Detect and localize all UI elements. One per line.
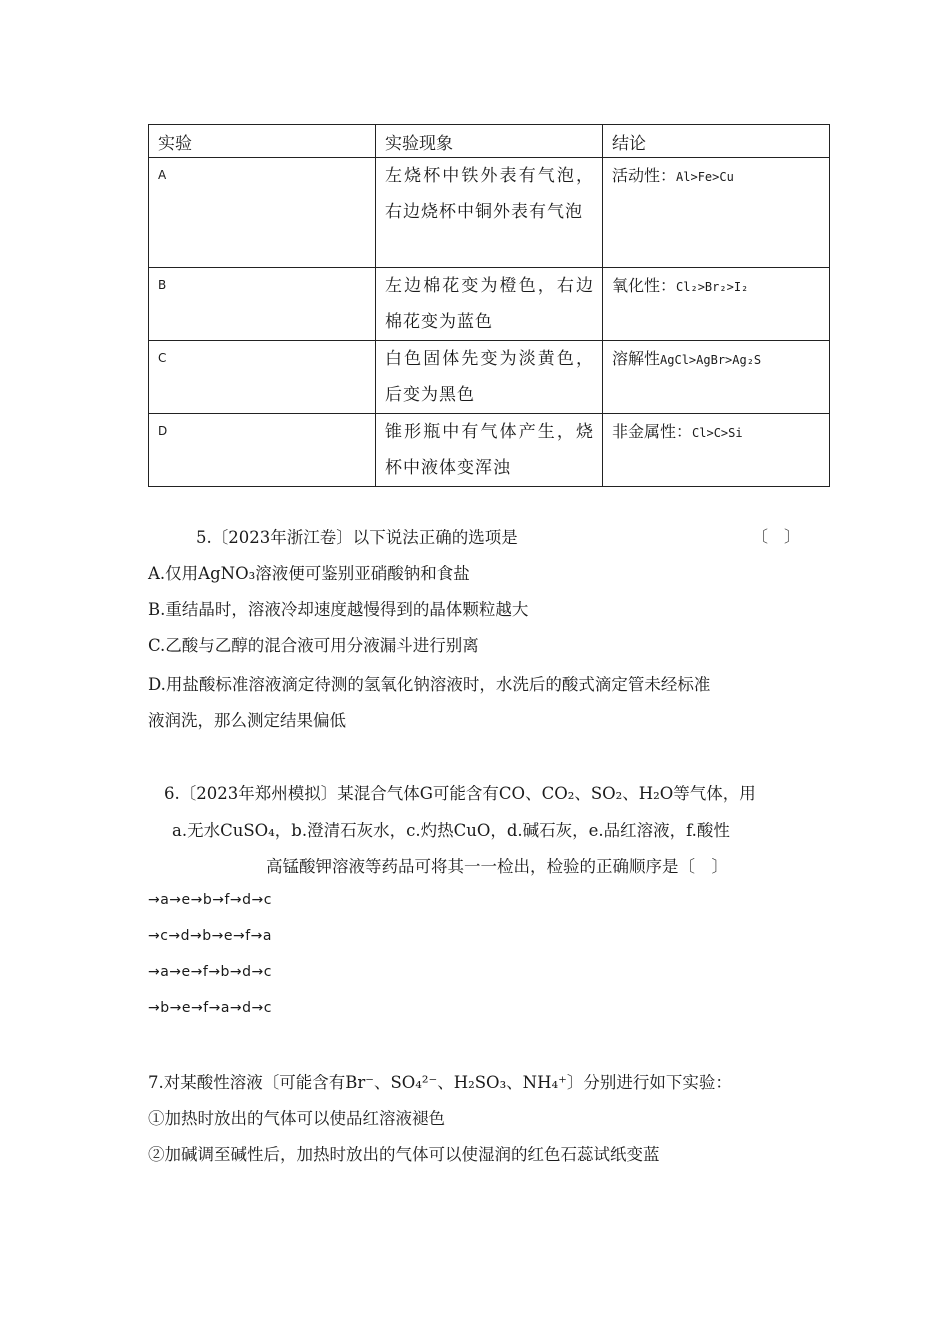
conclusion-formula: Cl>C>Si bbox=[692, 426, 743, 440]
row-conclusion bbox=[603, 268, 829, 305]
q5-option-d-cont: 液润洗，那么测定结果偏低 bbox=[148, 711, 346, 730]
q6-sequence-1: →a→e→b→f→d→c bbox=[148, 892, 272, 908]
q5-option-c: C.乙酸与乙醇的混合液可用分液漏斗进行别离 bbox=[148, 636, 479, 655]
conclusion-formula: Al>Fe>Cu bbox=[676, 170, 734, 184]
q6-sequence-2: →c→d→b→e→f→a bbox=[148, 928, 272, 944]
conclusion-formula: AgCl>AgBr>Ag₂S bbox=[660, 353, 762, 367]
q6-sequence-4: →b→e→f→a→d→c bbox=[148, 1000, 272, 1016]
q6-line2: a.无水CuSO₄，b.澄清石灰水，c.灼热CuO，d.碱石灰，e.品红溶液，f.酸性 bbox=[172, 821, 730, 840]
conclusion-prefix: 溶解性 bbox=[612, 349, 661, 368]
header-cell bbox=[376, 125, 603, 158]
row-conclusion bbox=[603, 158, 829, 195]
q6-sequence-3: →a→e→f→b→d→c bbox=[148, 964, 272, 980]
q7-item-1: ①加热时放出的气体可以使品红溶液褪色 bbox=[148, 1109, 445, 1128]
row-phenomenon: 锥形瓶中有气体产生，烧杯中液体变浑浊 bbox=[385, 422, 594, 478]
table-cell bbox=[376, 341, 603, 414]
q6-line1: 6.〔2023年郑州模拟〕某混合气体G可能含有CO、CO₂、SO₂、H₂O等气体，用 bbox=[164, 784, 756, 803]
header-phenomenon: 实验现象 bbox=[385, 134, 453, 154]
table-header-row bbox=[149, 125, 830, 158]
experiment-table bbox=[148, 124, 830, 487]
conclusion-prefix: 活动性： bbox=[612, 166, 677, 185]
table-row bbox=[149, 414, 830, 487]
row-phenomenon: 白色固体先变为淡黄色，后变为黑色 bbox=[385, 349, 594, 405]
table-cell bbox=[603, 268, 830, 341]
table-cell bbox=[376, 268, 603, 341]
q5-answer-bracket: 〔 〕 bbox=[752, 527, 801, 546]
row-conclusion bbox=[603, 414, 829, 451]
q5-option-d: D.用盐酸标准溶液滴定待测的氢氧化钠溶液时，水洗后的酸式滴定管未经标准 bbox=[148, 675, 711, 694]
table-cell bbox=[603, 341, 830, 414]
q5-option-b: B.重结晶时，溶液冷却速度越慢得到的晶体颗粒越大 bbox=[148, 600, 529, 619]
table-cell bbox=[603, 158, 830, 268]
table-cell bbox=[376, 158, 603, 268]
row-label: A bbox=[158, 168, 167, 182]
header-cell bbox=[603, 125, 830, 158]
row-label: D bbox=[158, 424, 168, 438]
table-cell bbox=[149, 158, 376, 268]
table-cell bbox=[149, 268, 376, 341]
table-row bbox=[149, 158, 830, 268]
header-experiment: 实验 bbox=[158, 134, 192, 154]
row-label: B bbox=[158, 278, 167, 292]
header-conclusion: 结论 bbox=[612, 134, 646, 154]
q7-stem: 7.对某酸性溶液〔可能含有Br⁻、SO₄²⁻、H₂SO₃、NH₄⁺〕分别进行如下实验： bbox=[148, 1073, 732, 1092]
table-row bbox=[149, 341, 830, 414]
conclusion-prefix: 非金属性： bbox=[612, 422, 693, 441]
row-label: C bbox=[158, 351, 167, 365]
table-cell bbox=[149, 414, 376, 487]
table-row bbox=[149, 268, 830, 341]
conclusion-prefix: 氧化性： bbox=[612, 276, 677, 295]
table-cell bbox=[149, 341, 376, 414]
conclusion-formula: Cl₂>Br₂>I₂ bbox=[676, 280, 749, 294]
q6-line3: 高锰酸钾溶液等药品可将其一一检出，检验的正确顺序是〔 〕 bbox=[266, 857, 728, 876]
row-phenomenon: 左边棉花变为橙色，右边棉花变为蓝色 bbox=[385, 276, 594, 332]
row-conclusion bbox=[603, 341, 829, 378]
table-cell bbox=[376, 414, 603, 487]
q5-stem: 5.〔2023年浙江卷〕以下说法正确的选项是 bbox=[196, 528, 518, 547]
table-cell bbox=[603, 414, 830, 487]
q7-item-2: ②加碱调至碱性后，加热时放出的气体可以使湿润的红色石蕊试纸变蓝 bbox=[148, 1145, 660, 1164]
q5-option-a: A.仅用AgNO₃溶液便可鉴别亚硝酸钠和食盐 bbox=[148, 564, 470, 583]
header-cell bbox=[149, 125, 376, 158]
row-phenomenon: 左烧杯中铁外表有气泡，右边烧杯中铜外表有气泡 bbox=[385, 166, 594, 222]
